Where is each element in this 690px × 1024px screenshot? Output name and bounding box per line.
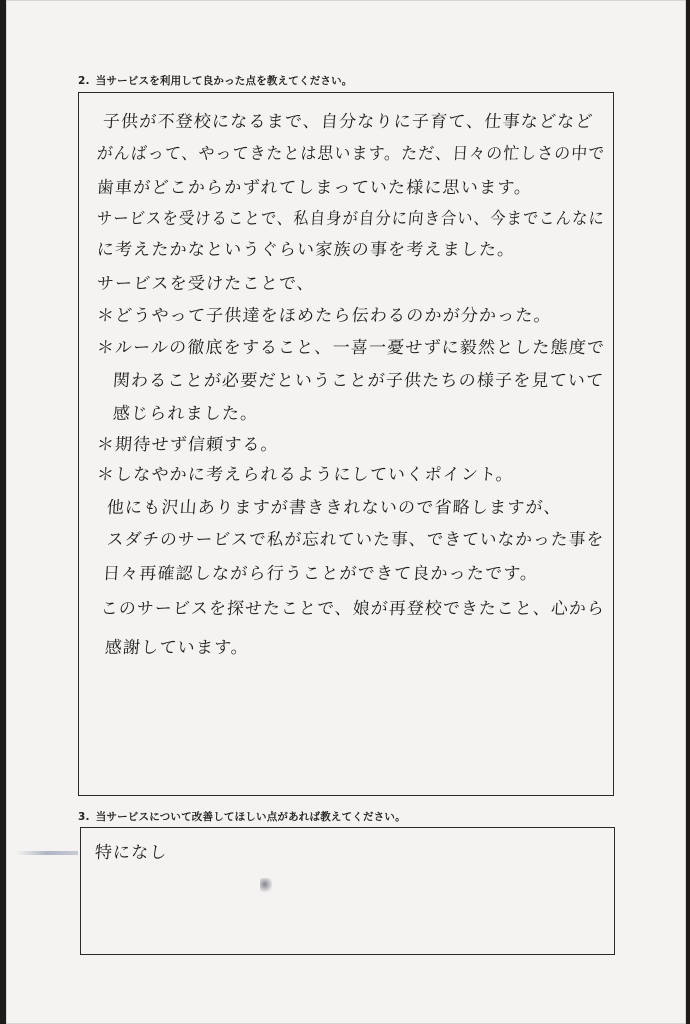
answer-line: ＊どうやって子供達をほめたら伝わるのかが分かった。 xyxy=(96,306,553,326)
question-3-number: 3. xyxy=(78,811,90,823)
answer-line: ＊期待せず信頼する。 xyxy=(96,435,280,455)
answer-line: サービスを受けたことで、 xyxy=(96,274,316,294)
answer-line: 感じられました。 xyxy=(112,404,260,424)
answer-line: 他にも沢山ありますが書ききれないので省略しますが、 xyxy=(106,498,563,518)
answer-line: 感謝しています。 xyxy=(104,638,250,658)
answer-line: ＊ルールの徹底をすること、一喜一憂せずに毅然とした態度で xyxy=(96,338,606,358)
answer-line: 歯車がどこからかずれてしまっていた様に思います。 xyxy=(96,178,533,198)
answer-line: ＊しなやかに考えられるようにしていくポイント。 xyxy=(96,465,515,485)
question-3-text: 当サービスについて改善してほしい点があれば教えてください。 xyxy=(95,811,406,823)
answer-line: に考えたかなというぐらい家族の事を考えました。 xyxy=(96,240,517,260)
answer-line: スダチのサービスで私が忘れていた事、できていなかった事を xyxy=(106,530,605,550)
ink-speck xyxy=(260,878,272,894)
question-2-number: 2. xyxy=(78,75,90,87)
answer-line: 子供が不登校になるまで、自分なりに子育て、仕事などなど xyxy=(102,112,595,132)
answer-line-q3: 特になし xyxy=(94,843,169,863)
answer-line: このサービスを探せたことで、娘が再登校できたこと、心から xyxy=(100,599,606,619)
question-2-answer-box xyxy=(78,92,614,796)
question-2-text: 当サービスを利用して良かった点を教えてください。 xyxy=(95,75,353,87)
answer-line: がんばって、やってきたとは思います。ただ、日々の忙しさの中で xyxy=(96,144,606,164)
ink-smudge xyxy=(16,851,78,855)
answer-line: 日々再確認しながら行うことができて良かったです。 xyxy=(102,564,539,584)
question-2-title xyxy=(78,73,353,88)
answer-line: 関わることが必要だということが子供たちの様子を見ていて xyxy=(112,371,605,391)
answer-line: サービスを受けることで、私自身が自分に向き合い、今までこんなに xyxy=(96,209,606,229)
question-3-answer-box xyxy=(80,827,615,955)
survey-sheet xyxy=(6,0,686,1024)
question-3-title xyxy=(78,809,406,824)
